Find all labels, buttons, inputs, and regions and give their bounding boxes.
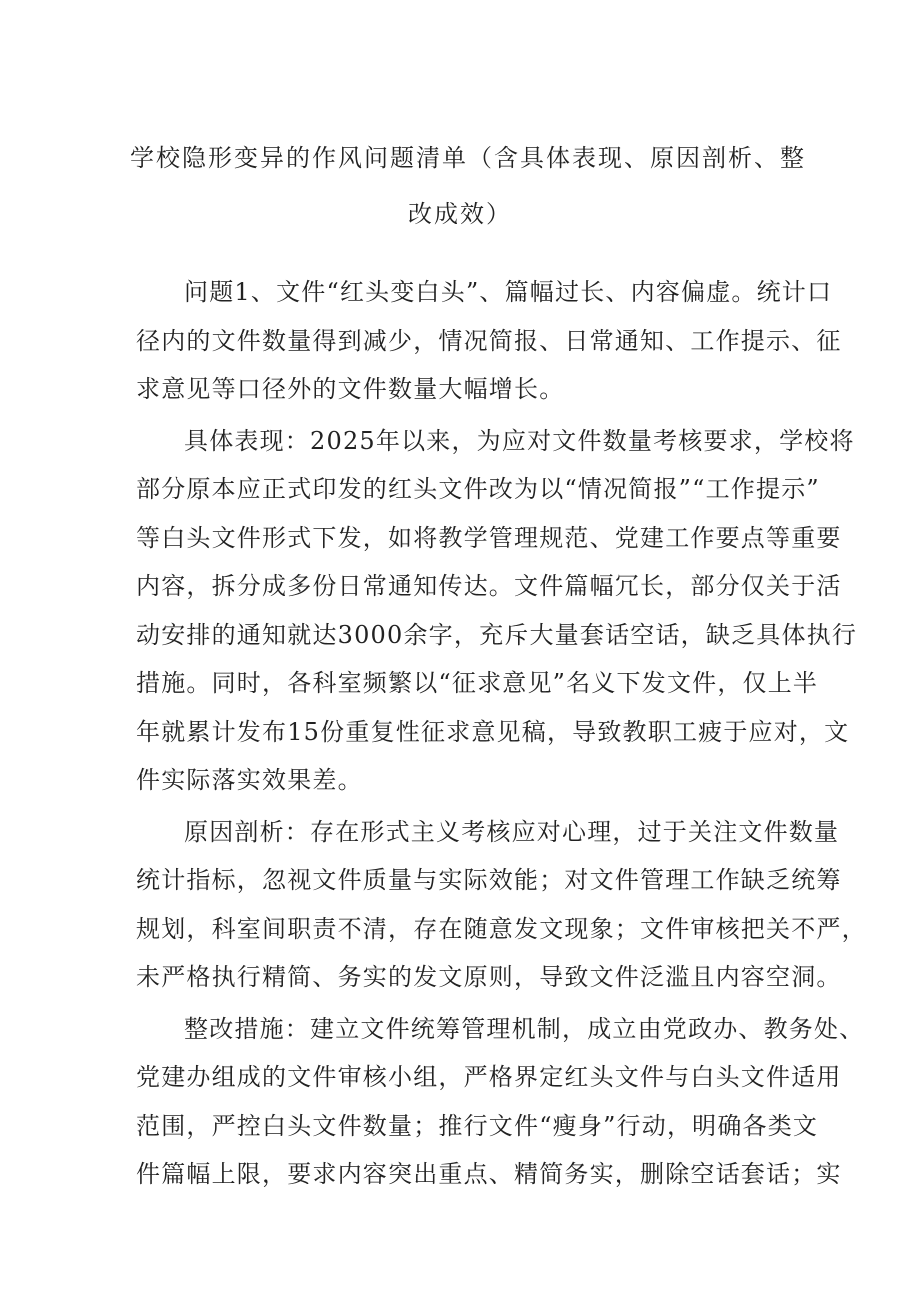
paragraph-problem-1 (136, 268, 842, 414)
paragraph-line: 等白头文件形式下发，如将教学管理规范、党建工作要点等重要 (136, 523, 842, 552)
paragraph-line: 统计指标，忽视文件质量与实际效能；对文件管理工作缺乏统筹 (136, 866, 842, 894)
paragraph-line: 件实际落实效果差。 (136, 766, 363, 794)
paragraph-line: 动安排的通知就达3000余字，充斥大量套话空话，缺乏具体执行 (136, 620, 858, 649)
document-title (130, 130, 806, 242)
paragraph-rectification (136, 1005, 865, 1199)
paragraph-line: 范围，严控白头文件数量；推行文件“瘦身”行动，明确各类文 (136, 1111, 819, 1140)
document-body (136, 268, 867, 1202)
paragraph-line: 党建办组成的文件审核小组，严格界定红头文件与白头文件适用 (136, 1063, 842, 1091)
paragraph-line: 内容，拆分成多份日常通知传达。文件篇幅冗长，部分仅关于活 (136, 572, 842, 600)
title-line-2: 改成效） (408, 200, 512, 228)
paragraph-line: 原因剖析：存在形式主义考核应对心理，过于关注文件数量 (184, 817, 840, 846)
paragraph-line: 件篇幅上限，要求内容突出重点、精简务实，删除空话套话；实 (136, 1160, 842, 1188)
paragraph-line: 年就累计发布15份重复性征求意见稿，导致教职工疲于应对，文 (136, 717, 850, 746)
paragraph-line: 规划，科室间职责不清，存在随意发文现象；文件审核把关不严， (136, 914, 867, 943)
paragraph-line: 措施。同时，各科室频繁以“征求意见”名义下发文件，仅上半 (136, 669, 819, 697)
paragraph-line: 具体表现：2025年以来，为应对文件数量考核要求，学校将 (184, 426, 855, 455)
paragraph-line: 未严格执行精简、务实的发文原则，导致文件泛滥且内容空洞。 (136, 963, 842, 991)
paragraph-line: 问题1、文件“红头变白头”、篇幅过长、内容偏虚。统计口 (184, 278, 833, 306)
paragraph-line: 部分原本应正式印发的红头文件改为以“情况简报”“工作提示” (136, 475, 820, 503)
title-line-1: 学校隐形变异的作风问题清单（含具体表现、原因剖析、整 (130, 144, 806, 172)
paragraph-cause-analysis (136, 808, 867, 1002)
paragraph-line: 径内的文件数量得到减少，情况简报、日常通知、工作提示、征 (136, 326, 842, 355)
paragraph-line: 求意见等口径外的文件数量大幅增长。 (136, 375, 565, 403)
paragraph-line: 整改措施：建立文件统筹管理机制，成立由党政办、教务处、 (184, 1014, 865, 1043)
paragraph-manifestation (136, 417, 858, 805)
